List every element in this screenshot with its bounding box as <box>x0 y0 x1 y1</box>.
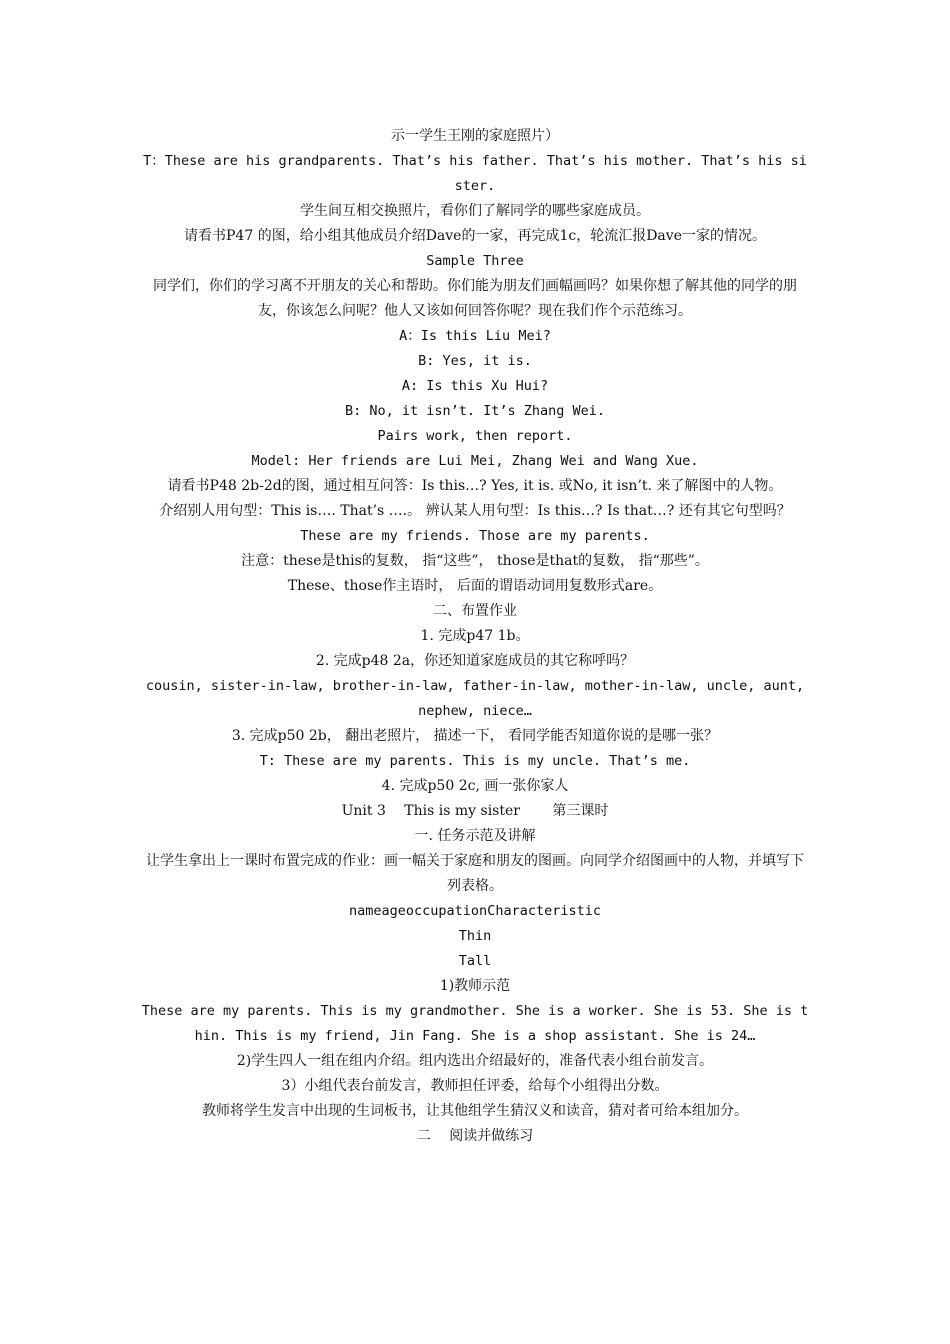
list-item: 3）小组代表台前发言，教师担任评委，给每个小组得出分数。 <box>281 1078 669 1094</box>
text-line: cousin, sister-in-law, brother-in-law, father-in-law, mother-in-law, uncle, aunt, nephew, niece… <box>145 678 805 719</box>
text-line: 请看书P48 2b-2d的图，通过相互问答：Is this…? Yes, it is. 或No, it isn’t. 来了解图中的人物。 <box>167 478 783 494</box>
dialogue-line: B: No, it isn’t. It’s Zhang Wei. <box>344 403 606 419</box>
list-item: 4. 完成p50 2c, 画一张你家人 <box>381 778 569 794</box>
unit-heading: Unit 3 This is my sister 第三课时 <box>341 803 609 819</box>
dialogue-line: A：Is this Liu Mei? <box>399 328 551 344</box>
text-line: Pairs work, then report. <box>377 428 573 444</box>
table-cell-text: Tall <box>458 953 492 969</box>
text-line: These are my friends. Those are my parents. <box>300 528 650 544</box>
dialogue-line: A: Is this Xu Hui? <box>401 378 549 394</box>
table-cell-text: Thin <box>458 928 492 944</box>
text-line: 让学生拿出上一课时布置完成的作业：画一幅关于家庭和朋友的图画。向同学介绍图画中的人物，并填写下列表格。 <box>146 853 804 894</box>
section-label: Sample Three <box>426 253 524 269</box>
text-line: These are my parents. This is my grandmother. She is a worker. She is 53. She is thin. This is my friend, Jin Fang. She is a shop assistant. She is 24… <box>141 1003 809 1044</box>
text-line: 学生间互相交换照片，看你们了解同学的哪些家庭成员。 <box>300 203 650 219</box>
text-line: 教师将学生发言中出现的生词板书，让其他组学生猜汉义和读音，猜对者可给本组加分。 <box>202 1103 748 1119</box>
text-line: T: These are my parents. This is my uncle. That’s me. <box>259 753 691 769</box>
list-item: 1. 完成p47 1b。 <box>420 628 530 644</box>
text-line: T：These are his grandparents. That’s his father. That’s his mother. That’s his sister. <box>143 153 807 194</box>
dialogue-line: B: Yes, it is. <box>418 353 532 369</box>
table-header-text: nameageoccupationCharacteristic <box>349 903 601 919</box>
list-item: 1)教师示范 <box>439 978 511 994</box>
text-line: These、those作主语时， 后面的谓语动词用复数形式are。 <box>287 578 663 594</box>
text-line: Model: Her friends are Lui Mei, Zhang Wei and Wang Xue. <box>251 453 699 469</box>
document-page <box>140 124 810 1149</box>
text-line: 介绍别人用句型：This is…. That’s ….。 辨认某人用句型：Is this…? Is that…? 还有其它句型吗？ <box>159 503 791 519</box>
section-heading: 二 阅读并做练习 <box>416 1128 534 1144</box>
text-line: 示一学生王刚的家庭照片） <box>391 128 559 144</box>
section-heading: 一. 任务示范及讲解 <box>414 828 536 844</box>
list-item: 2. 完成p48 2a，你还知道家庭成员的其它称呼吗？ <box>315 653 635 669</box>
list-item: 3. 完成p50 2b， 翻出老照片， 描述一下， 看同学能否知道你说的是哪一张？ <box>231 728 719 744</box>
text-line: 注意：these是this的复数， 指“这些”， those是that的复数， 指“那些”。 <box>241 553 709 569</box>
list-item: 2)学生四人一组在组内介绍。组内选出介绍最好的，准备代表小组台前发言。 <box>236 1053 714 1069</box>
text-line: 同学们，你们的学习离不开朋友的关心和帮助。你们能为朋友们画幅画吗？如果你想了解其他的同学的朋友，你该怎么问呢？他人又该如何回答你呢？现在我们作个示范练习。 <box>153 278 797 319</box>
section-heading: 二、布置作业 <box>433 603 517 619</box>
text-line: 请看书P47 的图，给小组其他成员介绍Dave的一家，再完成1c，轮流汇报Dave一家的情况。 <box>184 228 766 244</box>
